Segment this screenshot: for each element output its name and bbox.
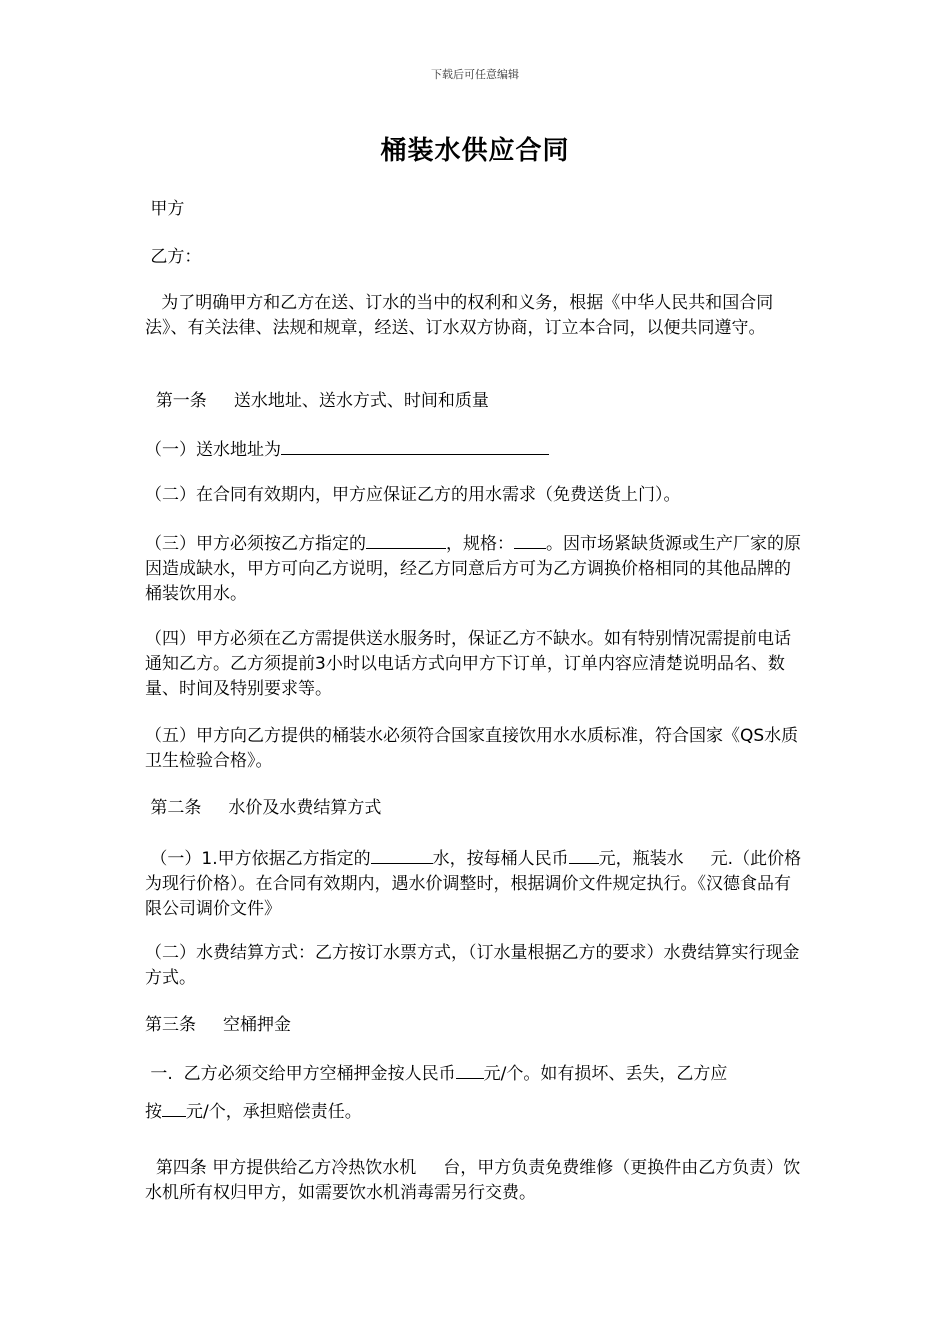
article-1-clause-2: （二）在合同有效期内，甲方应保证乙方的用水需求（免费送货上门）。 (145, 485, 681, 505)
clause-text: 元/个，承担赔偿责任。 (186, 1102, 362, 1122)
document-title: 桶装水供应合同 (380, 136, 570, 166)
clause-text: （三）甲方必须按乙方指定的 (145, 534, 366, 554)
article-1-clause-5: （五）甲方向乙方提供的桶装水必须符合国家直接饮用水水质标准，符合国家《QS水质卫生检验合格》。 (145, 726, 799, 771)
clause-text: （一）送水地址为 (145, 440, 281, 460)
clause-text: 水，按每桶人民币 (432, 849, 569, 869)
article-1-heading: 第一条 送水地址、送水方式、时间和质量 (145, 391, 489, 411)
price-blank (569, 845, 599, 864)
article-3-clause-1 (145, 1060, 805, 1087)
deposit-blank (456, 1060, 484, 1079)
article-4-paragraph: 第四条 甲方提供给乙方冷热饮水机 台，甲方负责免费维修（更换件由乙方负责）饮水机所有权归甲方，如需要饮水机消毒需另行交费。 (145, 1158, 801, 1203)
clause-text: 一. 乙方必须交给甲方空桶押金按人民币 (145, 1064, 456, 1084)
clause-text: 元/个。如有损坏、丢失，乙方应 (483, 1064, 728, 1084)
article-1-clause-3 (145, 530, 805, 607)
clause-text: ，规格： (446, 534, 514, 554)
article-1-clause-1 (145, 436, 805, 463)
article-2-clause-1 (145, 845, 805, 922)
article-1-clause-4: （四）甲方必须在乙方需提供送水服务时，保证乙方不缺水。如有特别情况需提前电话通知乙方。乙方须提前3小时以电话方式向甲方下订单，订单内容应清楚说明品名、数量、时间及特别要求等。 (145, 629, 791, 699)
clause-text: （一）1.甲方依据乙方指定的 (145, 849, 371, 869)
intro-paragraph: 为了明确甲方和乙方在送、订水的当中的权利和义务，根据《中华人民共和国合同法》、有关法律、法规和规章，经送、订水双方协商，订立本合同，以便共同遵守。 (145, 293, 774, 338)
article-2-heading: 第二条 水价及水费结算方式 (145, 798, 382, 818)
compensation-blank (162, 1098, 186, 1117)
address-blank (281, 436, 549, 455)
article-3-heading: 第三条 空桶押金 (145, 1015, 292, 1035)
party-b-line: 乙方： (145, 247, 202, 267)
article-2-clause-2: （二）水费结算方式：乙方按订水票方式，（订水量根据乙方的要求）水费结算实行现金方式。 (145, 943, 800, 988)
page-header-note: 下载后可任意编辑 (431, 68, 519, 81)
clause-text: 元，瓶装水 元.（此价格为现行价格）。在合同有效期内，遇水价调整时，根据调价文件规定执行。《汉德食品有限公司调价文件》 (145, 849, 802, 919)
brand-blank (366, 530, 446, 549)
spec-blank (514, 530, 546, 549)
clause-text: 。因市场紧缺货源或生产厂家的原因造成缺水，甲方可向乙方说明，经乙方同意后方可为乙方调换价格相同的其他品牌的桶装饮用水。 (145, 534, 801, 604)
article-3-clause-2 (145, 1098, 805, 1125)
water-type-blank (371, 845, 433, 864)
party-a-line: 甲方 (145, 199, 185, 219)
clause-text: 按 (145, 1102, 162, 1122)
